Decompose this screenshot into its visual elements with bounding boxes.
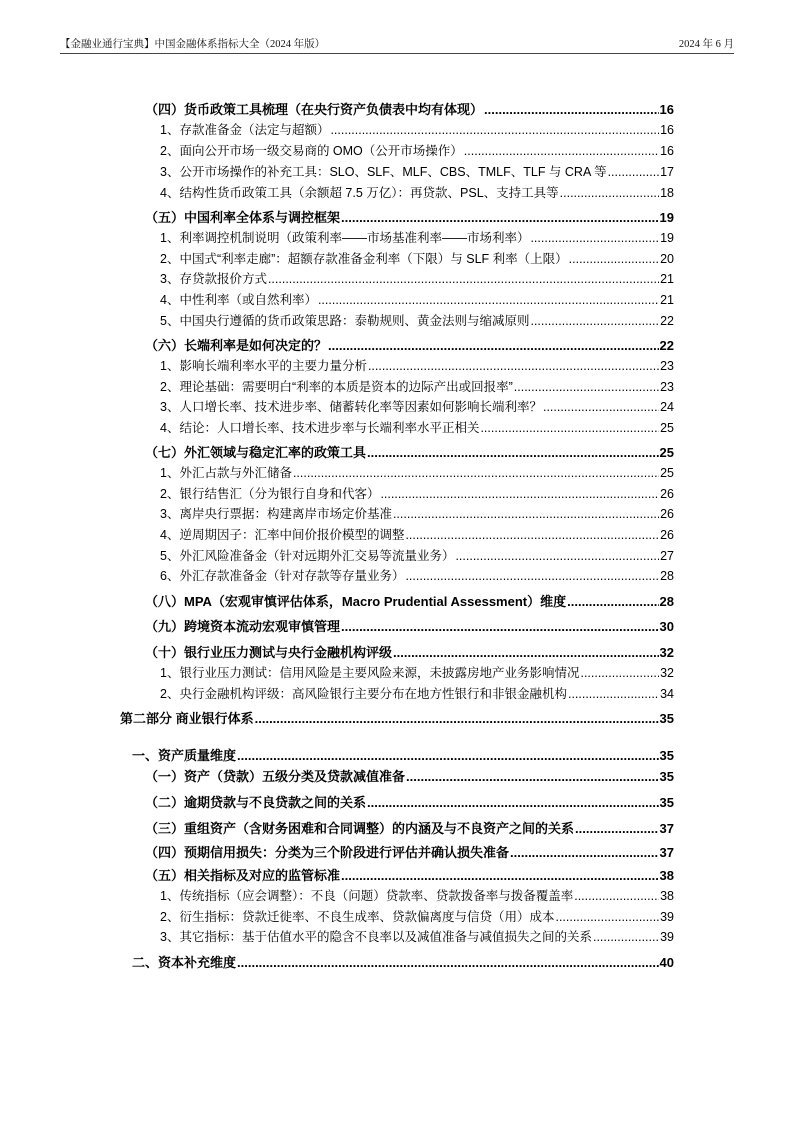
toc-entry-title: 4、结构性货币政策工具（余额超 7.5 万亿）：再贷款、PSL、支持工具等 bbox=[160, 186, 559, 200]
toc-dot-leader bbox=[318, 290, 659, 310]
toc-entry-title: 2、面向公开市场一级交易商的 OMO（公开市场操作） bbox=[160, 144, 463, 158]
toc-entry-title: （四）预期信用损失：分类为三个阶段进行评估并确认损失准备 bbox=[145, 845, 510, 860]
toc-entry[interactable] bbox=[160, 377, 674, 397]
toc-entry-page: 25 bbox=[660, 421, 674, 435]
toc-entry[interactable] bbox=[160, 504, 674, 524]
toc-entry-title: 1、影响长端利率水平的主要力量分析 bbox=[160, 359, 367, 373]
toc-entry[interactable] bbox=[160, 663, 674, 683]
toc-entry-title: （三）重组资产（含财务困难和合同调整）的内涵及与不良资产之间的关系 bbox=[145, 821, 575, 836]
toc-entry-title: 3、其它指标：基于估值水平的隐含不良率以及减值准备与减值损失之间的关系 bbox=[160, 930, 592, 944]
toc-entry-title: 2、央行金融机构评级：高风险银行主要分布在地方性银行和非银金融机构 bbox=[160, 687, 567, 701]
toc-entry[interactable] bbox=[160, 418, 674, 438]
toc-entry[interactable] bbox=[145, 843, 674, 863]
toc-entry-page: 19 bbox=[659, 210, 674, 225]
toc-entry[interactable] bbox=[145, 208, 674, 228]
toc-dot-leader bbox=[510, 843, 659, 863]
toc-entry[interactable] bbox=[132, 953, 674, 973]
toc-entry-page: 32 bbox=[659, 645, 674, 660]
toc-entry[interactable] bbox=[132, 746, 674, 766]
toc-entry[interactable] bbox=[160, 546, 674, 566]
toc-dot-leader bbox=[480, 418, 659, 438]
toc-entry-title: 3、公开市场操作的补充工具：SLO、SLF、MLF、CBS、TMLF、TLF 与 CRA 等 bbox=[160, 165, 607, 179]
toc-entry-title: 1、传统指标（应会调整）：不良（问题）贷款率、贷款拨备率与拨备覆盖率 bbox=[160, 889, 574, 903]
toc-dot-leader bbox=[568, 684, 659, 704]
toc-entry[interactable] bbox=[120, 709, 674, 729]
toc-dot-leader bbox=[560, 183, 659, 203]
toc-entry[interactable] bbox=[145, 819, 674, 839]
toc-dot-leader bbox=[405, 566, 659, 586]
toc-entry-title: 3、人口增长率、技术进步率、储蓄转化率等因素如何影响长端利率？ bbox=[160, 400, 542, 414]
toc-dot-leader bbox=[574, 886, 659, 906]
toc-entry-page: 39 bbox=[660, 910, 674, 924]
header-date: 2024 年 6 月 bbox=[678, 39, 734, 50]
toc-entry[interactable] bbox=[160, 356, 674, 376]
toc-entry-page: 35 bbox=[659, 748, 674, 763]
toc-entry-page: 26 bbox=[660, 507, 674, 521]
header-title: 【金融业通行宝典】中国金融体系指标大全（2024 年版） bbox=[60, 39, 326, 50]
toc-dot-leader bbox=[237, 953, 659, 973]
toc-entry[interactable] bbox=[160, 228, 674, 248]
toc-dot-leader bbox=[530, 311, 659, 331]
toc-entry-title: 6、外汇存款准备金（针对存款等存量业务） bbox=[160, 569, 405, 583]
toc-entry-title: （五）中国利率全体系与调控框架 bbox=[145, 210, 341, 225]
toc-entry[interactable] bbox=[145, 617, 674, 637]
toc-entry-title: 一、资产质量维度 bbox=[132, 748, 237, 763]
toc-dot-leader bbox=[341, 617, 659, 637]
toc-entry-title: 5、外汇风险准备金（针对远期外汇交易等流量业务） bbox=[160, 549, 455, 563]
toc-entry-page: 28 bbox=[659, 594, 674, 609]
toc-entry-page: 18 bbox=[660, 186, 674, 200]
toc-entry[interactable] bbox=[160, 290, 674, 310]
toc-entry[interactable] bbox=[160, 120, 674, 140]
toc-entry-page: 22 bbox=[660, 314, 674, 328]
toc-entry-page: 23 bbox=[660, 359, 674, 373]
toc-dot-leader bbox=[330, 120, 659, 140]
toc-dot-leader bbox=[555, 907, 659, 927]
toc-entry-title: 5、中国央行遵循的货币政策思路：泰勒规则、黄金法则与缩减原则 bbox=[160, 314, 530, 328]
toc-entry-page: 38 bbox=[660, 889, 674, 903]
toc-entry-page: 30 bbox=[659, 619, 674, 634]
toc-entry-page: 16 bbox=[660, 144, 674, 158]
toc-entry-page: 35 bbox=[659, 711, 674, 726]
toc-entry[interactable] bbox=[145, 866, 674, 886]
toc-dot-leader bbox=[575, 819, 659, 839]
toc-entry[interactable] bbox=[160, 484, 674, 504]
toc-entry-page: 27 bbox=[660, 549, 674, 563]
toc-entry-title: （八）MPA（宏观审慎评估体系，Macro Prudential Assessment）维度 bbox=[145, 594, 567, 609]
toc-entry-title: 1、存款准备金（法定与超额） bbox=[160, 123, 330, 137]
toc-dot-leader bbox=[393, 504, 659, 524]
toc-entry-title: （五）相关指标及对应的监管标准 bbox=[145, 868, 341, 883]
toc-entry[interactable] bbox=[160, 684, 674, 704]
toc-entry[interactable] bbox=[160, 566, 674, 586]
toc-dot-leader bbox=[405, 525, 659, 545]
toc-entry-title: 二、资本补充维度 bbox=[132, 955, 237, 970]
toc-dot-leader bbox=[484, 100, 659, 120]
toc-entry[interactable] bbox=[160, 141, 674, 161]
toc-entry-page: 26 bbox=[660, 528, 674, 542]
toc-dot-leader bbox=[593, 927, 659, 947]
toc-entry[interactable] bbox=[145, 793, 674, 813]
toc-entry[interactable] bbox=[145, 767, 674, 787]
toc-entry-title: 2、中国式“利率走廊”：超额存款准备金利率（下限）与 SLF 利率（上限） bbox=[160, 252, 568, 266]
toc-entry-title: 第二部分 商业银行体系 bbox=[120, 711, 254, 726]
toc-entry-page: 16 bbox=[659, 102, 674, 117]
toc-dot-leader bbox=[514, 377, 659, 397]
toc-entry-title: （二）逾期贷款与不良贷款之间的关系 bbox=[145, 795, 367, 810]
toc-dot-leader bbox=[268, 269, 659, 289]
toc-dot-leader bbox=[393, 643, 659, 663]
toc-dot-leader bbox=[368, 356, 659, 376]
toc-entry-title: 1、银行业压力测试：信用风险是主要风险来源，未披露房地产业务影响情况 bbox=[160, 666, 580, 680]
toc-dot-leader bbox=[380, 484, 659, 504]
toc-entry[interactable] bbox=[160, 397, 674, 417]
toc-dot-leader bbox=[608, 162, 660, 182]
toc-entry-page: 16 bbox=[660, 123, 674, 137]
toc-entry-page: 23 bbox=[660, 380, 674, 394]
toc-dot-leader bbox=[341, 208, 659, 228]
toc-dot-leader bbox=[543, 397, 659, 417]
toc-dot-leader bbox=[406, 767, 659, 787]
toc-entry[interactable] bbox=[160, 525, 674, 545]
toc-entry-title: 3、离岸央行票据：构建离岸市场定价基准 bbox=[160, 507, 392, 521]
toc-dot-leader bbox=[237, 746, 659, 766]
toc-dot-leader bbox=[580, 663, 659, 683]
toc-entry-title: 3、存贷款报价方式 bbox=[160, 272, 267, 286]
toc-entry-title: （十）银行业压力测试与央行金融机构评级 bbox=[145, 645, 393, 660]
toc-entry-page: 32 bbox=[660, 666, 674, 680]
toc-entry-title: 4、结论：人口增长率、技术进步率与长端利率水平正相关 bbox=[160, 421, 480, 435]
toc-entry-page: 28 bbox=[660, 569, 674, 583]
toc-entry-title: 2、银行结售汇（分为银行自身和代客） bbox=[160, 487, 380, 501]
toc-entry-page: 25 bbox=[660, 466, 674, 480]
toc-entry-title: 1、利率调控机制说明（政策利率——市场基准利率——市场利率） bbox=[160, 231, 530, 245]
toc-entry-title: 2、理论基础：需要明白“利率的本质是资本的边际产出或回报率” bbox=[160, 380, 513, 394]
toc-dot-leader bbox=[341, 866, 659, 886]
toc-dot-leader bbox=[455, 546, 659, 566]
toc-entry-page: 19 bbox=[660, 231, 674, 245]
toc-entry-title: （九）跨境资本流动宏观审慎管理 bbox=[145, 619, 341, 634]
toc-entry-title: 4、中性利率（或自然利率） bbox=[160, 293, 317, 307]
toc-dot-leader bbox=[530, 228, 659, 248]
toc-entry-page: 21 bbox=[660, 272, 674, 286]
toc-dot-leader bbox=[464, 141, 659, 161]
toc-entry[interactable] bbox=[145, 643, 674, 663]
toc-entry[interactable] bbox=[145, 100, 674, 120]
toc-entry[interactable] bbox=[160, 311, 674, 331]
toc-entry[interactable] bbox=[145, 443, 674, 463]
toc-entry[interactable] bbox=[160, 927, 674, 947]
toc-entry-page: 22 bbox=[659, 338, 674, 353]
toc-dot-leader bbox=[293, 463, 659, 483]
toc-entry-title: 4、逆周期因子：汇率中间价报价模型的调整 bbox=[160, 528, 405, 542]
toc-entry-title: 1、外汇占款与外汇储备 bbox=[160, 466, 292, 480]
toc-entry-page: 37 bbox=[659, 845, 674, 860]
toc-entry-page: 40 bbox=[659, 955, 674, 970]
toc-entry[interactable] bbox=[160, 463, 674, 483]
toc-entry-title: （六）长端利率是如何决定的？ bbox=[145, 338, 328, 353]
toc-dot-leader bbox=[328, 336, 659, 356]
toc-entry-page: 35 bbox=[659, 795, 674, 810]
toc-entry[interactable] bbox=[160, 249, 674, 269]
toc-entry[interactable] bbox=[145, 336, 674, 356]
toc-entry-page: 38 bbox=[659, 868, 674, 883]
toc-entry[interactable] bbox=[160, 183, 674, 203]
toc-dot-leader bbox=[367, 443, 659, 463]
toc-dot-leader bbox=[367, 793, 659, 813]
toc-entry-title: （七）外汇领域与稳定汇率的政策工具 bbox=[145, 445, 367, 460]
toc-entry-page: 25 bbox=[659, 445, 674, 460]
toc-entry-page: 20 bbox=[660, 252, 674, 266]
toc-entry-page: 26 bbox=[660, 487, 674, 501]
toc-entry[interactable] bbox=[160, 162, 674, 182]
toc-entry-page: 17 bbox=[660, 165, 674, 179]
toc-entry-page: 24 bbox=[660, 400, 674, 414]
toc-entry[interactable] bbox=[160, 907, 674, 927]
toc-entry-page: 39 bbox=[660, 930, 674, 944]
toc-entry[interactable] bbox=[145, 592, 674, 612]
toc-entry[interactable] bbox=[160, 886, 674, 906]
toc-dot-leader bbox=[255, 709, 659, 729]
toc-entry-page: 35 bbox=[659, 769, 674, 784]
toc-entry-page: 21 bbox=[660, 293, 674, 307]
toc-entry-title: （一）资产（贷款）五级分类及贷款减值准备 bbox=[145, 769, 406, 784]
toc-dot-leader bbox=[569, 249, 659, 269]
toc-dot-leader bbox=[567, 592, 658, 612]
toc-entry-title: （四）货币政策工具梳理（在央行资产负债表中均有体现） bbox=[145, 102, 484, 117]
toc-entry-title: 2、衍生指标：贷款迁徙率、不良生成率、贷款偏离度与信贷（用）成本 bbox=[160, 910, 555, 924]
toc-entry[interactable] bbox=[160, 269, 674, 289]
toc-entry-page: 34 bbox=[660, 687, 674, 701]
toc-entry-page: 37 bbox=[659, 821, 674, 836]
